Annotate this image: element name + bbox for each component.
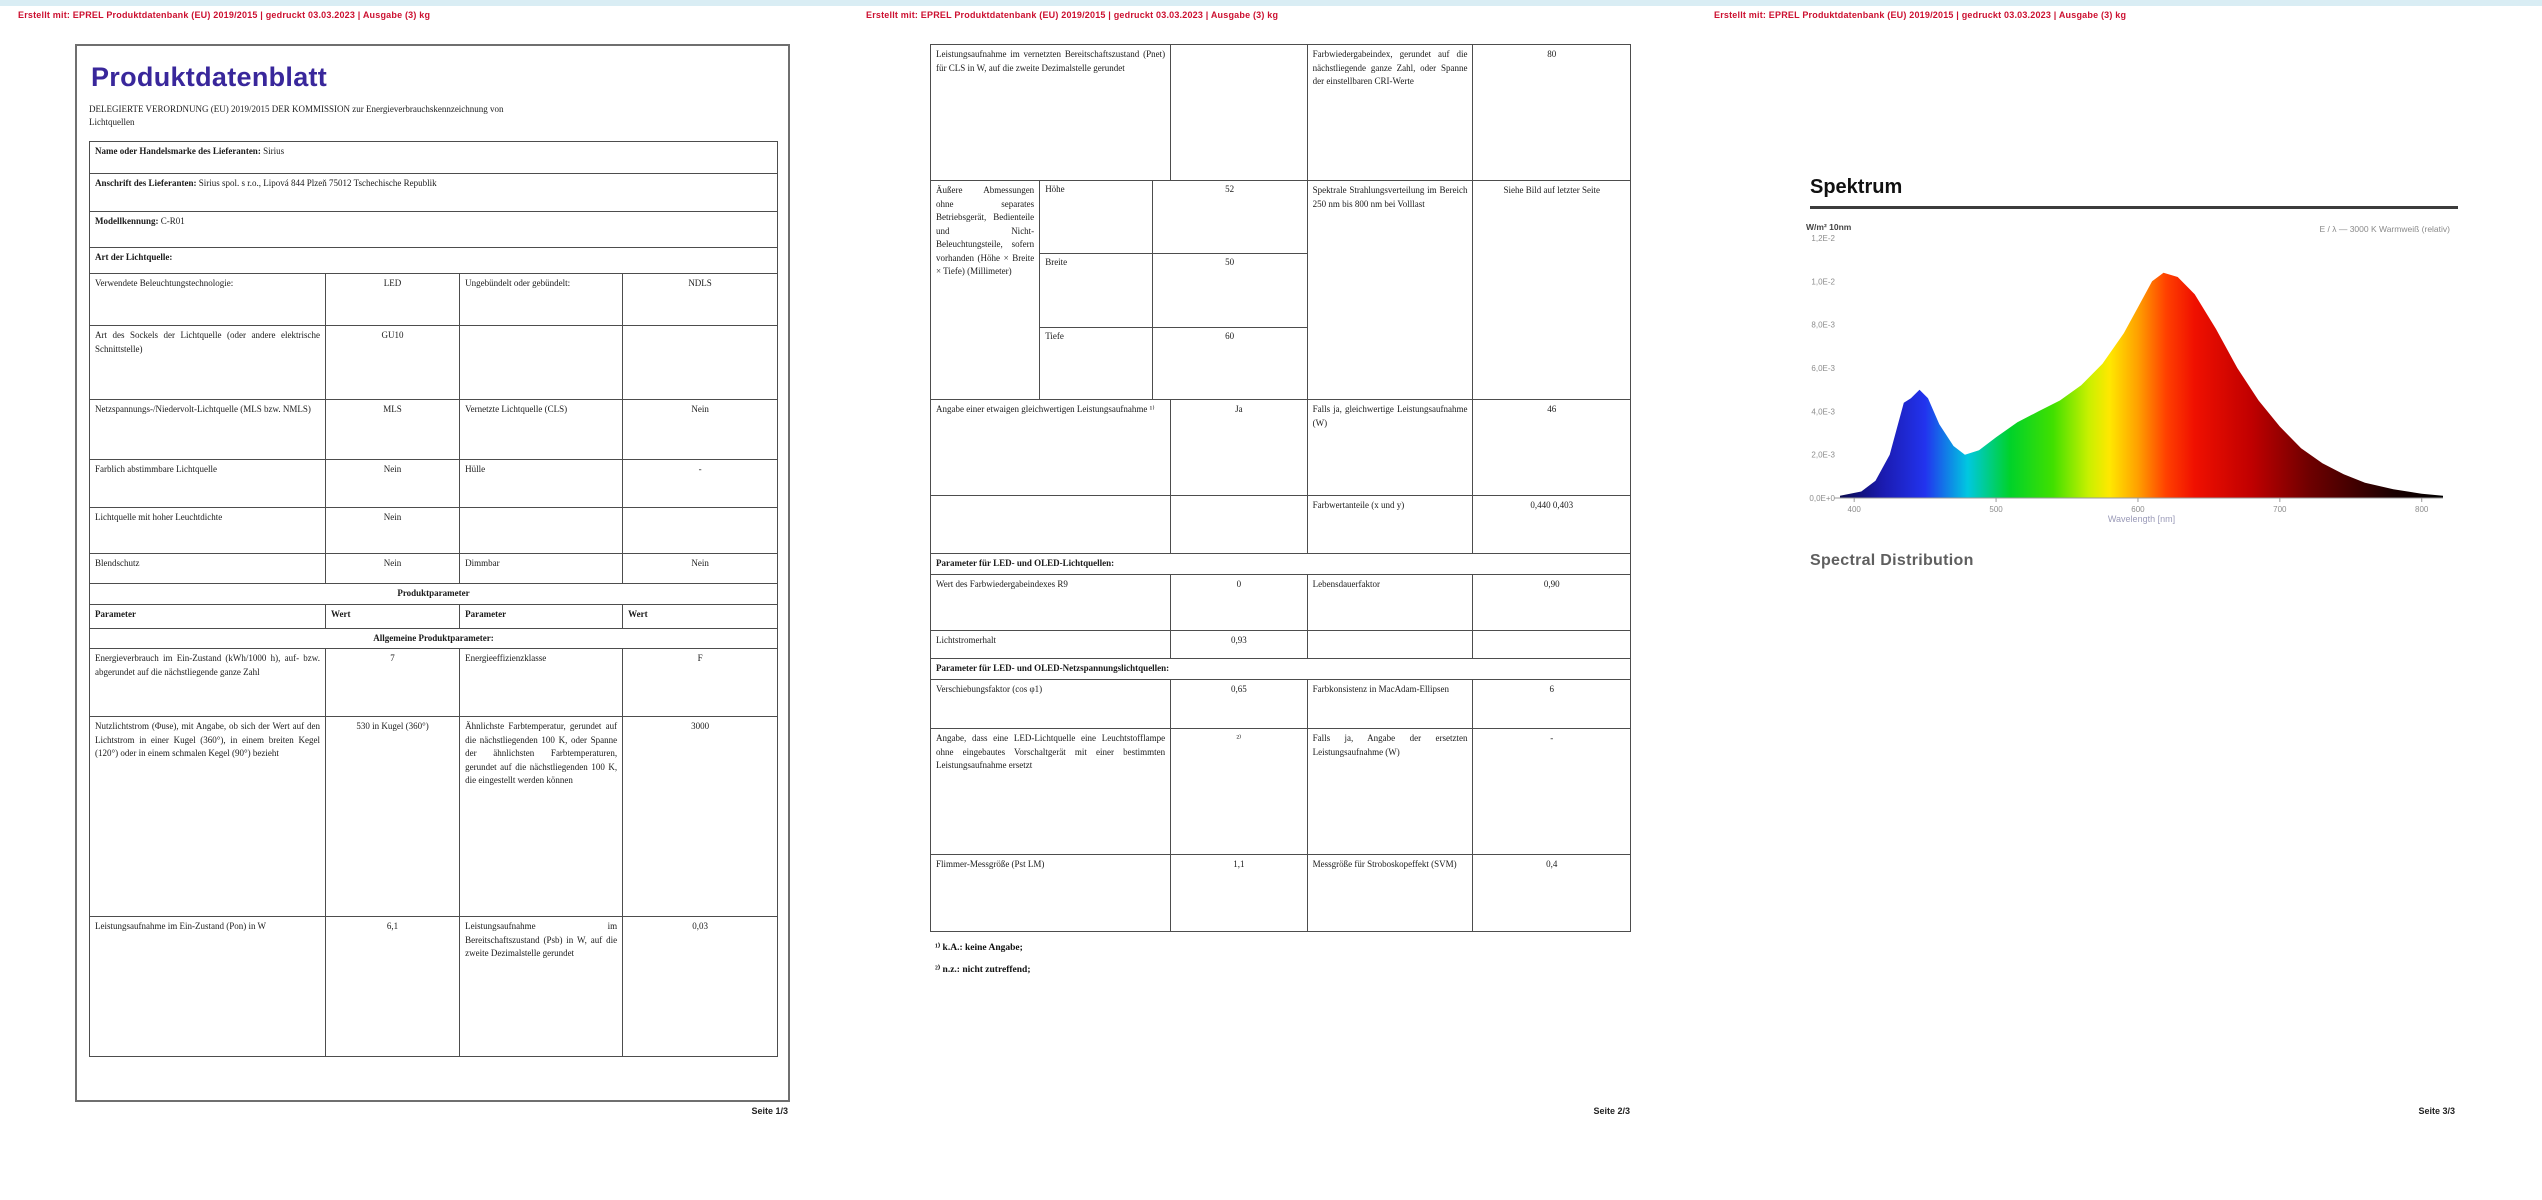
- table-row: [90, 248, 778, 274]
- table-cell: Art der Lichtquelle:: [90, 248, 778, 274]
- table-cell: Angabe, dass eine LED-Lichtquelle eine Leuchtstofflampe ohne eingebautes Vorschaltgerät mit einer bestimmten Leistungsaufnahme ersetzt: [931, 729, 1171, 855]
- table-cell: Leistungsaufnahme im Bereitschaftszustand (Psb) in W, auf die zweite Dezimalstelle gerundet: [460, 917, 623, 1057]
- dimension-label: Höhe: [1040, 181, 1152, 253]
- table-cell: Lebensdauerfaktor: [1307, 575, 1473, 630]
- table-row: [931, 495, 1631, 553]
- table-row: [931, 575, 1631, 630]
- table-cell: 46: [1473, 400, 1631, 496]
- table-cell: 7: [325, 649, 459, 717]
- table-cell: Nein: [325, 554, 459, 584]
- table-cell: Falls ja, Angabe der ersetzten Leistungsaufnahme (W): [1307, 729, 1473, 855]
- dimension-label: Tiefe: [1040, 327, 1152, 399]
- table-cell: 530 in Kugel (360°): [325, 717, 459, 917]
- x-tick-label: 500: [1989, 505, 2003, 514]
- table-cell: Energieeffizienzklasse: [460, 649, 623, 717]
- table-cell: Lichtquelle mit hoher Leuchtdichte: [90, 508, 326, 554]
- table-cell: Spektrale Strahlungsverteilung im Bereich 250 nm bis 800 nm bei Volllast: [1307, 181, 1473, 400]
- table-cell: [460, 508, 623, 554]
- table-cell: Energieverbrauch im Ein-Zustand (kWh/1000 h), auf- bzw. abgerundet auf die nächstliegende ganze Zahl: [90, 649, 326, 717]
- table-cell: 6,1: [325, 917, 459, 1057]
- table-cell: F: [623, 649, 778, 717]
- print-header-page1: Erstellt mit: EPREL Produktdatenbank (EU) 2019/2015 | gedruckt 03.03.2023 | Ausgabe (3) kg: [18, 10, 431, 20]
- table-cell: Farbkonsistenz in MacAdam-Ellipsen: [1307, 680, 1473, 729]
- table-cell: Parameter: [460, 604, 623, 628]
- table-cell: Farbwiedergabeindex, gerundet auf die nächstliegende ganze Zahl, oder Spanne der einstellbaren CRI-Werte: [1307, 45, 1473, 181]
- table-cell: [1473, 630, 1631, 658]
- table-cell: Produktparameter: [90, 584, 778, 605]
- table-cell: Lichtstromerhalt: [931, 630, 1171, 658]
- table-cell: -: [623, 460, 778, 508]
- regulation-subtitle: DELEGIERTE VERORDNUNG (EU) 2019/2015 DER KOMMISSION zur Energieverbrauchskennzeichnung von Lichtquellen: [89, 104, 504, 128]
- page2-footer: Seite 2/3: [1593, 1106, 1630, 1116]
- table-row: [931, 855, 1631, 932]
- dimension-label: Breite: [1040, 253, 1152, 327]
- table-cell: [1307, 630, 1473, 658]
- table-row: [90, 508, 778, 554]
- table-cell: 0,93: [1171, 630, 1308, 658]
- table-cell: Falls ja, gleichwertige Leistungsaufnahme (W): [1307, 400, 1473, 496]
- table-cell: Nutzlichtstrom (Φuse), mit Angabe, ob sich der Wert auf den Lichtstrom in einer Kugel (360°), in einem breiten Kegel (120°) oder in einem schmalen Kegel (90°) bezieht: [90, 717, 326, 917]
- table-cell: Modellkennung: C-R01: [90, 212, 778, 248]
- table-cell: Leistungsaufnahme im Ein-Zustand (Pon) in W: [90, 917, 326, 1057]
- table-row: [90, 460, 778, 508]
- table-row: [90, 604, 778, 628]
- table-cell: Ungebündelt oder gebündelt:: [460, 274, 623, 326]
- x-axis-title: Wavelength [nm]: [2107, 514, 2176, 524]
- table-cell: [1171, 45, 1308, 181]
- table-cell: [623, 326, 778, 400]
- table-row: [931, 400, 1631, 496]
- table-row: [931, 729, 1631, 855]
- table-cell: Parameter für LED- und OLED-Lichtquellen:: [931, 553, 1631, 575]
- table-cell: NDLS: [623, 274, 778, 326]
- table-cell: -: [1473, 729, 1631, 855]
- table-cell: [931, 495, 1171, 553]
- x-tick-label: 800: [2415, 505, 2429, 514]
- table-cell: Wert: [623, 604, 778, 628]
- table-row: [90, 554, 778, 584]
- table-cell: Äußere Abmessungen ohne separates Betriebsgerät, Bedienteile und Nicht-Beleuchtungsteile, sofern vorhanden (Höhe × Breite × Tiefe) (Millimeter): [931, 181, 1040, 400]
- table-cell: Netzspannungs-/Niedervolt-Lichtquelle (MLS bzw. NMLS): [90, 400, 326, 460]
- table-cell: Verwendete Beleuchtungstechnologie:: [90, 274, 326, 326]
- table-row: [90, 326, 778, 400]
- print-header-page2: Erstellt mit: EPREL Produktdatenbank (EU) 2019/2015 | gedruckt 03.03.2023 | Ausgabe (3) kg: [866, 10, 1279, 20]
- table-cell: 0,440 0,403: [1473, 495, 1631, 553]
- table-row: [931, 658, 1631, 680]
- table-cell: Nein: [325, 508, 459, 554]
- table-cell: Wert: [325, 604, 459, 628]
- table-cell: 0,65: [1171, 680, 1308, 729]
- table-cell: 1,1: [1171, 855, 1308, 932]
- table-cell: [623, 508, 778, 554]
- table-row: [931, 181, 1631, 400]
- table-cell: Flimmer-Messgröße (Pst LM): [931, 855, 1171, 932]
- table-cell: Ja: [1171, 400, 1308, 496]
- dimensions-cell: [1040, 181, 1307, 400]
- table-row: [931, 680, 1631, 729]
- dimension-value: 60: [1152, 327, 1307, 399]
- table-cell: LED: [325, 274, 459, 326]
- table-row: [90, 917, 778, 1057]
- table-cell: 6: [1473, 680, 1631, 729]
- table-cell: Allgemeine Produktparameter:: [90, 628, 778, 649]
- footnote-1: ¹⁾ k.A.: keine Angabe;: [935, 943, 1023, 953]
- table-row: [90, 212, 778, 248]
- table-row: [90, 649, 778, 717]
- x-tick-label: 400: [1847, 505, 1861, 514]
- table-row: [90, 142, 778, 174]
- table-row: [90, 400, 778, 460]
- spd-curve: [1840, 273, 2443, 498]
- table-cell: Nein: [623, 400, 778, 460]
- dimension-value: 50: [1152, 253, 1307, 327]
- footnote-2: ²⁾ n.z.: nicht zutreffend;: [935, 965, 1031, 975]
- chart-caption: Spectral Distribution: [1810, 552, 1974, 569]
- window-top-strip: [0, 0, 2542, 6]
- y-tick-label: 1,0E-2: [1811, 277, 1835, 287]
- table-cell: Parameter: [90, 604, 326, 628]
- print-header-page3: Erstellt mit: EPREL Produktdatenbank (EU) 2019/2015 | gedruckt 03.03.2023 | Ausgabe (3) kg: [1714, 10, 2127, 20]
- table-cell: Name oder Handelsmarke des Lieferanten: Sirius: [90, 142, 778, 174]
- table-cell: Ähnlichste Farbtemperatur, gerundet auf die nächstliegenden 100 K, oder Spanne der ähnlichsten Farbtemperaturen, gerundet auf die nächstliegenden 100 K, die eingestellt werden können: [460, 717, 623, 917]
- table-cell: Wert des Farbwiedergabeindexes R9: [931, 575, 1171, 630]
- y-tick-label: 1,2E-2: [1811, 234, 1835, 243]
- table-cell: Vernetzte Lichtquelle (CLS): [460, 400, 623, 460]
- page-title: Produktdatenblatt: [91, 62, 328, 92]
- table-cell: GU10: [325, 326, 459, 400]
- table-cell: Dimmbar: [460, 554, 623, 584]
- y-tick-label: 8,0E-3: [1811, 320, 1835, 330]
- table-row: [90, 274, 778, 326]
- dimension-value: 52: [1152, 181, 1307, 253]
- table-cell: [1171, 495, 1308, 553]
- table-cell: Nein: [623, 554, 778, 584]
- table-cell: Hülle: [460, 460, 623, 508]
- table-cell: 0,4: [1473, 855, 1631, 932]
- page1-footer: Seite 1/3: [751, 1106, 788, 1116]
- y-tick-label: 4,0E-3: [1811, 407, 1835, 417]
- table-cell: 3000: [623, 717, 778, 917]
- table-row: [90, 717, 778, 917]
- table-cell: [460, 326, 623, 400]
- table-row: [90, 584, 778, 605]
- table-row: [931, 45, 1631, 181]
- spectral-distribution-chart: [1795, 230, 2455, 530]
- y-tick-label: 6,0E-3: [1811, 364, 1835, 373]
- chart-condition-label: E / λ — 3000 K Warmweiß (relativ): [2319, 224, 2450, 234]
- table-cell: Messgröße für Stroboskopeffekt (SVM): [1307, 855, 1473, 932]
- table-cell: 0,03: [623, 917, 778, 1057]
- table-cell: Farbwertanteile (x und y): [1307, 495, 1473, 553]
- table-cell: Angabe einer etwaigen gleichwertigen Leistungsaufnahme ¹⁾: [931, 400, 1171, 496]
- table-row: [931, 630, 1631, 658]
- table-cell: 0: [1171, 575, 1308, 630]
- table-cell: ²⁾: [1171, 729, 1308, 855]
- y-tick-label: 0,0E+0: [1809, 494, 1835, 503]
- table-row: [90, 174, 778, 212]
- table-row: [90, 628, 778, 649]
- table-cell: Nein: [325, 460, 459, 508]
- chart-y-unit-label: W/m² 10nm: [1806, 222, 1852, 232]
- product-parameters-table-2: [930, 44, 1631, 932]
- table-cell: Art des Sockels der Lichtquelle (oder andere elektrische Schnittstelle): [90, 326, 326, 400]
- datasheet-page-1: [75, 44, 790, 1102]
- table-cell: 0,90: [1473, 575, 1631, 630]
- table-cell: Siehe Bild auf letzter Seite: [1473, 181, 1631, 400]
- x-tick-label: 600: [2131, 505, 2145, 514]
- table-cell: 80: [1473, 45, 1631, 181]
- table-cell: Anschrift des Lieferanten: Sirius spol. s r.o., Lipová 844 Plzeň 75012 Tschechische Republik: [90, 174, 778, 212]
- table-row: [931, 553, 1631, 575]
- dimensions-subtable: [1040, 181, 1306, 399]
- table-cell: Parameter für LED- und OLED-Netzspannungslichtquellen:: [931, 658, 1631, 680]
- table-cell: Blendschutz: [90, 554, 326, 584]
- page3-footer: Seite 3/3: [2418, 1106, 2455, 1116]
- table-cell: Farblich abstimmbare Lichtquelle: [90, 460, 326, 508]
- spectrum-heading: Spektrum: [1810, 176, 2458, 209]
- y-tick-label: 2,0E-3: [1811, 450, 1835, 460]
- product-parameters-table-1: [89, 141, 778, 1057]
- table-cell: Leistungsaufnahme im vernetzten Bereitschaftszustand (Pnet) für CLS in W, auf die zweite Dezimalstelle gerundet: [931, 45, 1171, 181]
- table-cell: MLS: [325, 400, 459, 460]
- table-cell: Verschiebungsfaktor (cos φ1): [931, 680, 1171, 729]
- x-tick-label: 700: [2273, 505, 2287, 514]
